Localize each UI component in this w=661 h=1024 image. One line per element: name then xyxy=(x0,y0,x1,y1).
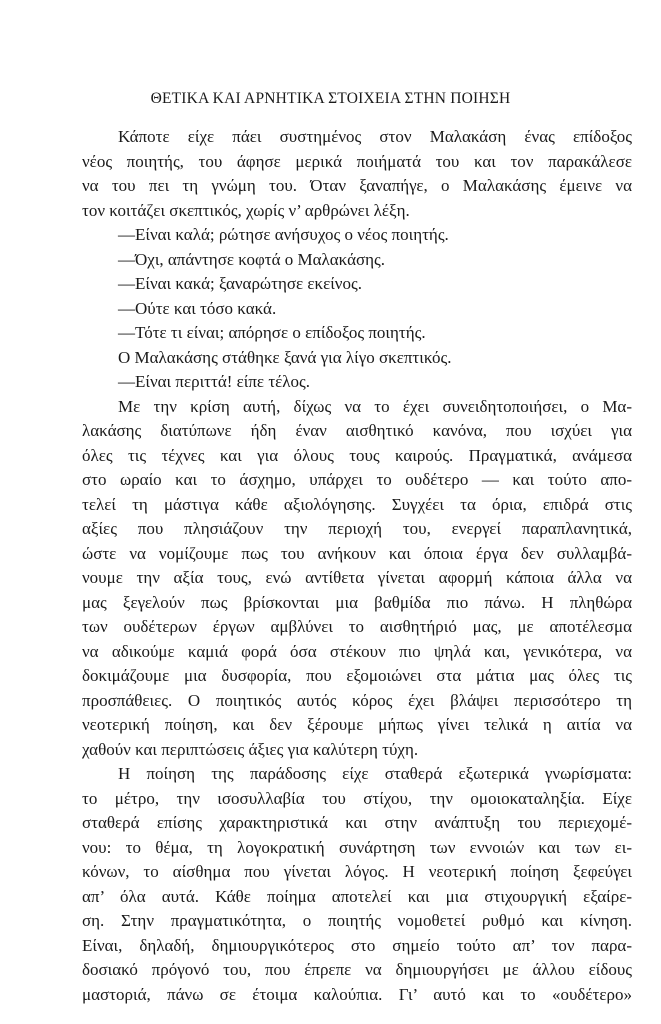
text-line: λακάσης διατύπωνε ήδη έναν αισθητικό κανόνα, που ισχύει για xyxy=(82,421,632,440)
text-line: όλες τις τέχνες και για όλους τους καιρούς. Πραγματικά, ανάμεσα xyxy=(82,445,632,465)
text-line: νέος ποιητής, του άφησε μερικά ποιήματά του και τον παρακάλεσε xyxy=(82,151,632,171)
text-line: δοκιμάζουμε μια δυσφορία, που εξομοιώνει στα μάτια μας όλες τις xyxy=(82,666,632,685)
text-line: των ουδέτερων έργων αμβλύνει το αισθητήριό μας, με αποτέλεσμα xyxy=(82,617,632,636)
text-line: —Είναι καλά; ρώτησε ανήσυχος ο νέος ποιητής. xyxy=(118,225,449,244)
paragraph xyxy=(82,297,632,322)
text-line: τον κοιτάζει σκεπτικός, χωρίς ν’ αρθρώνει λέξη. xyxy=(82,200,410,220)
text-line: —Όχι, απάντησε κοφτά ο Μαλακάσης. xyxy=(118,249,386,269)
paragraph xyxy=(82,762,632,1007)
text-line: απ’ όλα αυτά. Κάθε ποίημα αποτελεί και μια στιχουργική εξαίρε- xyxy=(82,886,632,906)
text-line: κόνων, το αίσθημα που γίνεται λόγος. Η νεοτερική ποίηση ξεφεύγει xyxy=(82,862,632,881)
text-line: Κάποτε είχε πάει συστημένος στον Μαλακάση ένας επίδοξος xyxy=(118,127,632,146)
text-line: Είναι, δηλαδή, δημιουργικότερος στο σημείο τούτο απ’ τον παρα- xyxy=(82,935,632,955)
text-line: δοσιακό πρόγονό του, που έπρεπε να δημιουργήσει με άλλου είδους xyxy=(82,960,632,979)
text-line: να του πει τη γνώμη του. Όταν ξαναπήγε, ο Μαλακάσης έμεινε να xyxy=(82,176,632,195)
text-line: σταθερά επίσης χαρακτηριστικά και στην ανάπτυξη του περιεχομέ- xyxy=(82,813,632,832)
paragraph xyxy=(82,223,632,248)
text-line: αξίες που πλησιάζουν την περιοχή του, ενεργεί παραπλανητικά, xyxy=(82,519,632,538)
running-header: ΘΕΤΙΚΑ ΚΑΙ ΑΡΝΗΤΙΚΑ ΣΤΟΙΧΕΙΑ ΣΤΗΝ ΠΟΙΗΣΗ xyxy=(150,90,511,107)
text-line: Με την κρίση αυτή, δίχως να το έχει συνειδητοποιήσει, ο Μα- xyxy=(118,396,632,416)
text-line: —Τότε τι είναι; απόρησε ο επίδοξος ποιητής. xyxy=(118,323,426,342)
text-line: —Είναι κακά; ξαναρώτησε εκείνος. xyxy=(118,274,362,293)
paragraph xyxy=(82,395,632,763)
text-line: νου: το θέμα, τη λογοκρατική συνάρτηση των εννοιών και των ει- xyxy=(82,837,632,857)
text-line: —Ούτε και τόσο κακά. xyxy=(118,298,277,318)
text-line: χαθούν και περιπτώσεις άξιες για καλύτερη τύχη. xyxy=(82,739,419,759)
paragraph xyxy=(82,321,632,346)
text-line: μαστοριά, πάνω σε έτοιμα καλούπια. Γι’ αυτό και το «ουδέτερο» xyxy=(82,984,632,1004)
paragraph xyxy=(82,370,632,395)
text-line: —Είναι περιττά! είπε τέλος. xyxy=(118,372,311,391)
paragraph xyxy=(82,248,632,273)
text-line: ση. Στην πραγματικότητα, ο ποιητής νομοθετεί ρυθμό και κίνηση. xyxy=(82,911,632,930)
text-line: νεοτερική ποίηση, και δεν ξέρουμε μήπως γίνει τελικά η αιτία να xyxy=(82,715,632,734)
text-line: στο ωραίο και το άσχημο, υπάρχει το ουδέτερο — και τούτο απο- xyxy=(82,470,632,489)
text-line: ώστε να νομίζουμε πως του ανήκουν και όποια έργα δεν συλλαμβά- xyxy=(82,543,632,563)
text-line: μας ξεγελούν πως βρίσκονται μια βαθμίδα πιο πάνω. Η πληθώρα xyxy=(82,592,632,612)
text-line: τελεί τη μάστιγα κάθε αξιολόγησης. Συγχέει τα όρια, επιδρά στις xyxy=(82,494,632,514)
paragraph xyxy=(82,125,632,223)
text-line: προσπάθειες. Ο ποιητικός αυτός κόρος έχει βλάψει περισσότερο τη xyxy=(82,690,632,710)
paragraph xyxy=(82,346,632,371)
text-line: να αδικούμε καμιά φορά όσα στέκουν πιο ψηλά και, γενικότερα, να xyxy=(82,641,632,661)
text-line: Η ποίηση της παράδοσης είχε σταθερά εξωτερικά γνωρίσματα: xyxy=(118,764,632,783)
page-body xyxy=(82,125,632,1007)
text-line: νουμε την αξία τους, ενώ αντίθετα γίνεται αφορμή κάποια άλλα να xyxy=(82,568,632,587)
text-line: Ο Μαλακάσης στάθηκε ξανά για λίγο σκεπτικός. xyxy=(118,347,452,367)
paragraph xyxy=(82,272,632,297)
text-line: το μέτρο, την ισοσυλλαβία του στίχου, την ομοιοκαταληξία. Είχε xyxy=(82,788,632,808)
